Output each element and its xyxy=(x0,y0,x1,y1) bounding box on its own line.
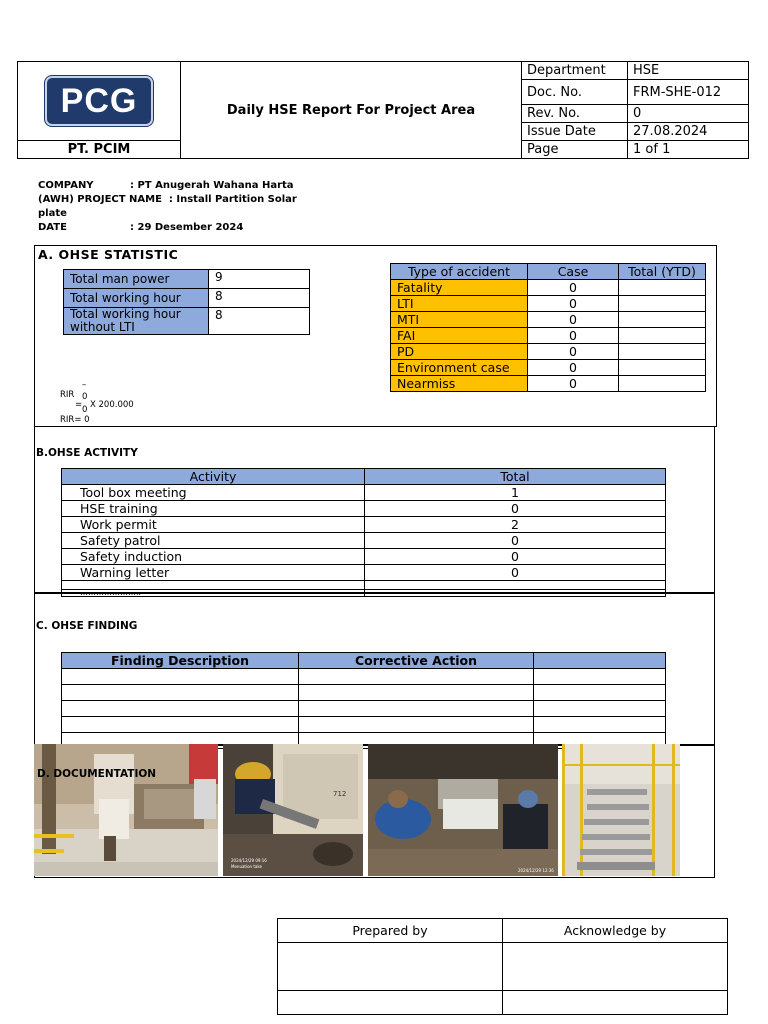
accident-ytd xyxy=(619,376,706,392)
project-value-cont: plate xyxy=(38,208,67,219)
table-row xyxy=(391,296,706,312)
accident-case: 0 xyxy=(528,344,619,360)
table-row xyxy=(62,581,666,590)
table-row xyxy=(62,517,666,533)
activity-name: Safety induction xyxy=(62,549,365,565)
accident-type: Environment case xyxy=(391,360,528,376)
photo-metal-stairs xyxy=(562,744,680,876)
meta-label: Issue Date xyxy=(522,123,628,141)
accident-case: 0 xyxy=(528,360,619,376)
table-row xyxy=(62,549,666,565)
accident-ytd xyxy=(619,296,706,312)
activity-name: Tool box meeting xyxy=(62,485,365,501)
document-header xyxy=(17,61,749,159)
accident-case: 0 xyxy=(528,312,619,328)
documentation-photo xyxy=(223,744,363,876)
activity-name: Safety patrol xyxy=(62,533,365,549)
meta-value: HSE xyxy=(628,62,749,80)
accident-ytd xyxy=(619,280,706,296)
documentation-photo xyxy=(562,744,680,876)
table-row xyxy=(62,685,666,701)
meta-value: FRM-SHE-012 xyxy=(628,80,749,105)
section-d-title: D. DOCUMENTATION xyxy=(37,768,157,780)
section-b-title: B.OHSE ACTIVITY xyxy=(36,447,138,459)
stat-table xyxy=(63,269,310,335)
accident-header: Total (YTD) xyxy=(619,264,706,280)
prepared-name-area xyxy=(278,991,503,1015)
accident-case: 0 xyxy=(528,328,619,344)
section-a-title: A. OHSE STATISTIC xyxy=(38,247,179,262)
rir-label: RIR xyxy=(60,390,75,400)
rir-equals: = xyxy=(75,400,83,410)
meta-label: Department xyxy=(522,62,628,80)
accident-header: Case xyxy=(528,264,619,280)
signoff-table xyxy=(277,918,728,1015)
table-row xyxy=(391,312,706,328)
table-row xyxy=(391,376,706,392)
documentation-photo xyxy=(368,744,558,876)
table-row xyxy=(391,344,706,360)
acknowledge-by-label: Acknowledge by xyxy=(503,919,728,943)
accident-type: Nearmiss xyxy=(391,376,528,392)
accident-ytd xyxy=(619,328,706,344)
section-c-title: C. OHSE FINDING xyxy=(36,620,138,632)
table-row xyxy=(62,485,666,501)
finding-header xyxy=(534,653,666,669)
photo-worker-welding xyxy=(223,744,363,876)
cut-row: ………………….. xyxy=(62,590,365,597)
rir-multiplier: X 200.000 xyxy=(90,400,134,410)
table-row xyxy=(391,328,706,344)
activity-header: Activity xyxy=(62,469,365,485)
activity-total: 0 xyxy=(365,501,666,517)
accident-type: MTI xyxy=(391,312,528,328)
company-info xyxy=(38,179,338,235)
finding-header: Finding Description xyxy=(62,653,299,669)
accident-type: LTI xyxy=(391,296,528,312)
accident-type: FAI xyxy=(391,328,528,344)
accident-type: PD xyxy=(391,344,528,360)
meta-label: Doc. No. xyxy=(522,80,628,105)
stat-label: Total working hour xyxy=(64,289,209,308)
project-value: : Install Partition Solar xyxy=(168,194,297,205)
photo-caption: Menuation take xyxy=(231,864,263,869)
finding-table xyxy=(61,652,666,749)
table-row xyxy=(62,533,666,549)
meta-value: 1 of 1 xyxy=(628,141,749,159)
table-row xyxy=(391,280,706,296)
accident-ytd xyxy=(619,344,706,360)
report-title: Daily HSE Report For Project Area xyxy=(181,62,522,159)
activity-header: Total xyxy=(365,469,666,485)
photo-caption: 2024/12/29 09:16 xyxy=(231,858,267,863)
rir-numerator: 0 xyxy=(82,392,88,402)
company-label: COMPANY xyxy=(38,180,94,191)
stat-value: 8 xyxy=(209,289,310,308)
stat-label: Total working hour without LTI xyxy=(64,308,209,335)
photo-caption: 2024/12/29 12:36 xyxy=(518,868,554,873)
stat-label: Total man power xyxy=(64,270,209,289)
meta-label: Rev. No. xyxy=(522,105,628,123)
prepared-by-label: Prepared by xyxy=(278,919,503,943)
activity-name: Warning letter xyxy=(62,565,365,581)
stat-value: 9 xyxy=(209,270,310,289)
finding-header: Corrective Action xyxy=(299,653,534,669)
table-row xyxy=(62,501,666,517)
accident-table xyxy=(390,263,706,392)
accident-header: Type of accident xyxy=(391,264,528,280)
rir-dash: – xyxy=(82,380,87,390)
documentation-photo xyxy=(34,744,218,876)
project-label: (AWH) PROJECT NAME xyxy=(38,194,162,205)
meta-value: 27.08.2024 xyxy=(628,123,749,141)
accident-ytd xyxy=(619,360,706,376)
accident-type: Fatality xyxy=(391,280,528,296)
acknowledge-signature-area xyxy=(503,943,728,991)
date-value: : 29 Desember 2024 xyxy=(130,222,244,233)
company-short-name: PT. PCIM xyxy=(18,141,181,159)
activity-total: 2 xyxy=(365,517,666,533)
accident-case: 0 xyxy=(528,280,619,296)
company-value: : PT Anugerah Wahana Harta xyxy=(130,180,294,191)
activity-total: 0 xyxy=(365,533,666,549)
stat-value: 8 xyxy=(209,308,310,335)
activity-total: 0 xyxy=(365,549,666,565)
table-row xyxy=(62,717,666,733)
rir-result: RIR= 0 xyxy=(60,415,90,425)
activity-total: 0 xyxy=(365,565,666,581)
accident-ytd xyxy=(619,312,706,328)
table-row xyxy=(62,565,666,581)
svg-text:712: 712 xyxy=(333,790,347,798)
table-row xyxy=(62,669,666,685)
date-label: DATE xyxy=(38,222,67,233)
activity-name: Work permit xyxy=(62,517,365,533)
meta-label: Page xyxy=(522,141,628,159)
activity-total: 1 xyxy=(365,485,666,501)
pcg-logo: PCG xyxy=(45,76,153,126)
photo-interior-machine xyxy=(34,744,218,876)
meta-value: 0 xyxy=(628,105,749,123)
rir-denominator: 0 xyxy=(82,405,88,415)
accident-case: 0 xyxy=(528,296,619,312)
prepared-signature-area xyxy=(278,943,503,991)
table-row xyxy=(62,701,666,717)
accident-case: 0 xyxy=(528,376,619,392)
table-row xyxy=(391,360,706,376)
acknowledge-name-area xyxy=(503,991,728,1015)
logo-cell xyxy=(18,62,181,141)
activity-table xyxy=(61,468,666,597)
photo-workers-ground xyxy=(368,744,558,876)
activity-name: HSE training xyxy=(62,501,365,517)
